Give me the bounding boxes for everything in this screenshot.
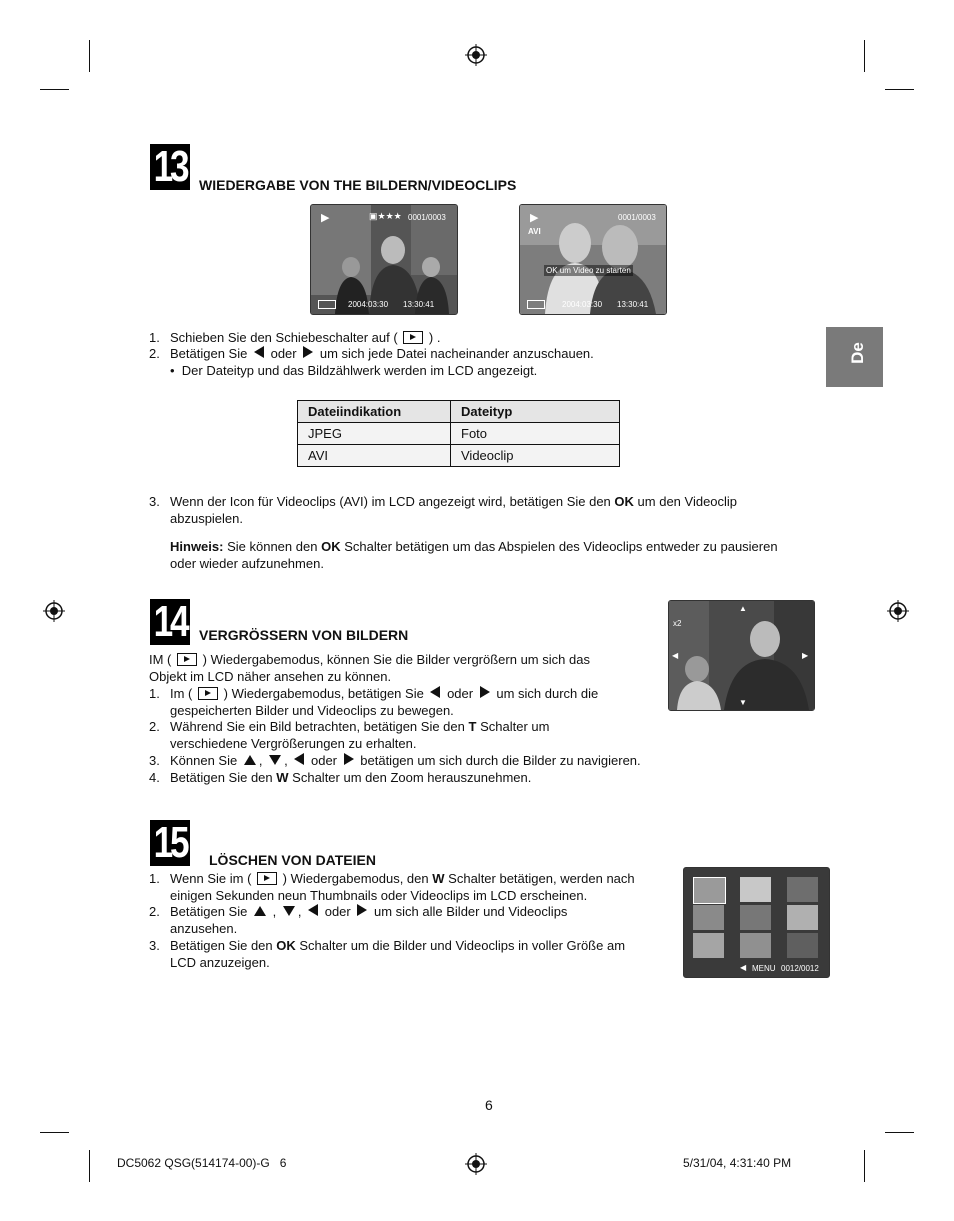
crop-mark: [864, 40, 865, 72]
left-arrow-icon: [254, 346, 264, 358]
step-number: 1.: [149, 686, 160, 701]
text: ,: [284, 753, 288, 768]
file-type-table: [297, 400, 620, 467]
text: betätigen um sich durch die Bilder zu navigieren.: [360, 753, 641, 768]
table-header: Dateiindikation: [298, 401, 451, 423]
step-2-text: [170, 718, 549, 735]
lcd-screenshot-photo: [310, 204, 458, 315]
text: ) Wiedergabemodus, betätigen Sie: [223, 686, 424, 701]
thumbnail: [693, 877, 726, 904]
lcd-message: OK um Video zu starten: [546, 266, 631, 275]
table-cell: Foto: [451, 423, 620, 445]
text: Schalter um die Bilder und Videoclips in voller Größe am: [299, 938, 626, 953]
step-number: 2.: [149, 346, 160, 361]
registration-mark-icon: [465, 44, 487, 66]
left-arrow-icon: ◀: [740, 963, 747, 972]
step-3-text-cont: LCD anzuzeigen.: [170, 955, 270, 970]
thumbnail: [740, 933, 771, 958]
text: Der Dateityp und das Bildzählwerk werden im LCD angezeigt.: [181, 363, 538, 378]
language-tab-label: De: [848, 342, 867, 364]
step-number: 2.: [149, 904, 160, 919]
battery-icon: [318, 300, 336, 309]
text: Wenn der Icon für Videoclips (AVI) im LCD angezeigt wird, betätigen Sie den: [170, 494, 611, 509]
language-tab: [826, 327, 883, 387]
text: Sie können den: [227, 539, 318, 554]
text: OK: [614, 494, 634, 509]
step-3-text-cont: abzuspielen.: [170, 511, 243, 526]
step-number: 3.: [149, 938, 160, 953]
playback-icon: ▶: [530, 212, 539, 224]
section-title: VERGRÖSSERN VON BILDERN: [199, 627, 409, 643]
lcd-date: 2004:03:30: [562, 300, 603, 309]
text: T: [468, 719, 477, 734]
file-counter: 0012/0012: [781, 964, 819, 973]
step-2-text: [170, 345, 594, 362]
thumbnail: [693, 905, 724, 930]
left-arrow-icon: [430, 686, 440, 698]
step-3-text: [170, 752, 641, 769]
step-3-text: [170, 493, 737, 510]
section-number: 13: [150, 144, 190, 190]
note-text-cont: oder wieder aufzunehmen.: [170, 556, 324, 571]
left-arrow-icon: [308, 904, 318, 916]
lcd-screenshot-photo: [519, 204, 667, 315]
play-mode-icon: [403, 331, 423, 344]
playback-icon: ▶: [321, 212, 330, 224]
bullet-text: • Der Dateityp und das Bildzählwerk werden im LCD angezeigt.: [170, 363, 538, 378]
lcd-time: 13:30:41: [403, 300, 435, 309]
text: Im (: [170, 686, 193, 701]
text: Können Sie: [170, 753, 238, 768]
step-2-text-cont: verschiedene Vergrößerungen zu erhalten.: [170, 736, 417, 751]
table-row: [298, 445, 620, 467]
battery-icon: [527, 300, 545, 309]
text: Schalter betätigen um das Abspielen des Videoclips entweder zu pausieren: [344, 539, 778, 554]
crop-mark: [40, 1132, 69, 1133]
text: ) Wiedergabemodus, können Sie die Bilder vergrößern um sich das: [202, 652, 590, 667]
text: W: [432, 871, 445, 886]
crop-mark: [89, 1150, 90, 1182]
text: Betätigen Sie: [170, 346, 248, 361]
zoom-lcd-photo: [668, 600, 815, 711]
step-number: 3.: [149, 753, 160, 768]
down-arrow-icon: [269, 755, 281, 765]
file-type-label: AVI: [528, 227, 541, 236]
text: Betätigen Sie den: [170, 770, 273, 785]
zoom-level: x2: [673, 619, 682, 628]
step-number: 2.: [149, 719, 160, 734]
step-1-text-cont: einigen Sekunden neun Thumbnails oder Videoclips im LCD erscheinen.: [170, 888, 588, 903]
right-arrow-icon: [344, 753, 354, 765]
right-arrow-icon: ▶: [802, 651, 809, 660]
play-mode-icon: [198, 687, 218, 700]
registration-mark-icon: [43, 600, 65, 622]
text: um sich durch die: [496, 686, 599, 701]
text: W: [276, 770, 289, 785]
step-1-text: [170, 329, 440, 346]
note-text: [170, 538, 778, 555]
text: OK: [276, 938, 296, 953]
registration-mark-icon: [887, 600, 909, 622]
zoomed-photo: [669, 601, 814, 710]
menu-label: MENU: [752, 964, 776, 973]
lcd-date: 2004:03:30: [348, 300, 389, 309]
file-counter: 0001/0003: [408, 213, 446, 222]
down-arrow-icon: [283, 906, 295, 916]
text: Schalter um den Zoom herauszunehmen.: [292, 770, 532, 785]
step-number: 4.: [149, 770, 160, 785]
text: ,: [258, 753, 263, 768]
table-header: Dateityp: [451, 401, 620, 423]
text: um den Videoclip: [637, 494, 738, 509]
table-header-row: [298, 401, 620, 423]
step-number: 1.: [149, 871, 160, 886]
intro-text-cont: Objekt im LCD näher ansehen zu können.: [149, 669, 392, 684]
section-title: LÖSCHEN VON DATEIEN: [209, 852, 376, 868]
table-cell: AVI: [298, 445, 451, 467]
text: Schalter betätigen, werden nach: [448, 871, 635, 886]
file-counter: 0001/0003: [618, 213, 656, 222]
text: Wenn Sie im (: [170, 871, 252, 886]
text: oder: [310, 753, 338, 768]
crop-mark: [885, 89, 914, 90]
left-arrow-icon: ◀: [672, 651, 679, 660]
step-2-text-cont: anzusehen.: [170, 921, 238, 936]
intro-text: [149, 651, 590, 668]
text: ,: [272, 904, 277, 919]
table-cell: JPEG: [298, 423, 451, 445]
text: Schieben Sie den Schiebeschalter auf (: [170, 330, 398, 345]
up-arrow-icon: [244, 755, 256, 765]
text: oder: [324, 904, 351, 919]
text: Betätigen Sie: [170, 904, 248, 919]
thumbnail: [787, 905, 818, 930]
footer-left: DC5062 QSG(514174-00)-G 6: [117, 1156, 287, 1170]
step-3-text: [170, 937, 625, 954]
right-arrow-icon: [357, 904, 367, 916]
thumbnail: [740, 905, 771, 930]
footer-right: 5/31/04, 4:31:40 PM: [683, 1156, 792, 1170]
play-mode-icon: [257, 872, 277, 885]
lcd-time: 13:30:41: [617, 300, 649, 309]
step-number: 1.: [149, 330, 160, 345]
table-cell: Videoclip: [451, 445, 620, 467]
text: um sich jede Datei nacheinander anzuschauen.: [319, 346, 594, 361]
step-4-text: [170, 769, 531, 786]
up-arrow-icon: [254, 906, 266, 916]
text: um sich alle Bilder und Videoclips: [374, 904, 568, 919]
text: Betätigen Sie den: [170, 938, 273, 953]
step-1-text: [170, 870, 635, 887]
note-label: Hinweis:: [170, 539, 224, 554]
crop-mark: [885, 1132, 914, 1133]
left-arrow-icon: [294, 753, 304, 765]
step-1-text: [170, 685, 598, 702]
section-title: WIEDERGABE VON THE BILDERN/VIDEOCLIPS: [199, 177, 517, 193]
text: ) Wiedergabemodus, den: [282, 871, 429, 886]
quality-icon: ▣★★★: [369, 211, 402, 221]
thumbnail: [693, 933, 724, 958]
text: Während Sie ein Bild betrachten, betätigen Sie den: [170, 719, 465, 734]
registration-mark-icon: [465, 1153, 487, 1175]
text: ,: [297, 904, 302, 919]
page-number: 6: [485, 1097, 493, 1113]
text: ) .: [428, 330, 441, 345]
section-number: 15: [150, 820, 190, 866]
thumbnail-lcd: [683, 867, 830, 978]
step-1-text-cont: gespeicherten Bilder und Videoclips zu bewegen.: [170, 703, 454, 718]
text: oder: [270, 346, 297, 361]
step-number: 3.: [149, 494, 160, 509]
up-arrow-icon: ▲: [739, 604, 747, 613]
thumbnail: [787, 933, 818, 958]
crop-mark: [89, 40, 90, 72]
thumbnail: [740, 877, 771, 902]
thumbnail: [787, 877, 818, 902]
table-row: [298, 423, 620, 445]
right-arrow-icon: [303, 346, 313, 358]
down-arrow-icon: ▼: [739, 698, 747, 707]
text: IM (: [149, 652, 172, 667]
section-number: 14: [150, 599, 190, 645]
text: Schalter um: [480, 719, 550, 734]
crop-mark: [40, 89, 69, 90]
text: OK: [321, 539, 341, 554]
crop-mark: [864, 1150, 865, 1182]
right-arrow-icon: [480, 686, 490, 698]
play-mode-icon: [177, 653, 197, 666]
step-2-text: [170, 903, 567, 920]
text: oder: [447, 686, 474, 701]
